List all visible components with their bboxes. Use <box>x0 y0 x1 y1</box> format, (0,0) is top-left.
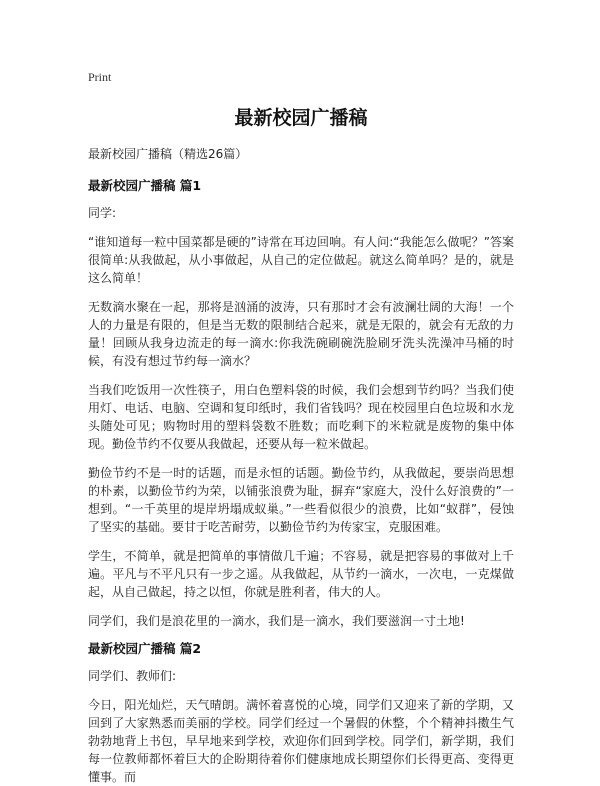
document-subtitle: 最新校园广播稿（精选26篇） <box>88 147 248 161</box>
paragraph: “谁知道每一粒中国菜都是硬的”诗常在耳边回响。有人问:“我能怎么做呢？”答案很简单:从我做起，从小事做起，从自己的定位做起。就这么简单吗？是的，就是这么简单！ <box>88 235 514 285</box>
paragraph: 今日，阳光灿烂，天气晴朗。满怀着喜悦的心境，同学们又迎来了新的学期，又回到了大家熟悉而美丽的学校。同学们经过一个暑假的休整，个个精神抖擞生气勃勃地背上书包，早早地来到学校，欢迎你们回到学校。同学们，新学期，我们每一位教师都怀着巨大的企盼期待着你们健康地成长期望你们长得更高、变得更懂事。而 <box>88 698 514 784</box>
paragraph: 同学们、教师们: <box>88 669 177 683</box>
print-link[interactable]: Print <box>88 70 112 84</box>
paragraph: 同学们，我们是浪花里的一滴水，我们是一滴水，我们要滋润一寸土地! <box>88 614 465 628</box>
paragraph: 同学: <box>88 206 117 220</box>
paragraph: 学生，不简单，就是把简单的事情做几千遍；不容易，就是把容易的事做对上千遍。平凡与不平凡只有一步之遥。从我做起，从节约一滴水，一次电，一克煤做起，从自己做起，持之以恒，你就是胜利者，伟大的人。 <box>88 549 514 599</box>
document-title: 最新校园广播稿 <box>234 107 368 129</box>
section-2 <box>88 641 514 786</box>
paragraph: 无数滴水聚在一起，那将是汹涌的波涛，只有那时才会有波澜壮阔的大海！一个人的力量是有限的，但是当无数的限制结合起来，就是无限的，就会有无敌的力量！回顾从我身边流走的每一滴水:你我洗碗刷碗洗脸刷牙洗头洗澡冲马桶的时候，有没有想过节约每一滴水？ <box>88 300 514 368</box>
section-heading: 最新校园广播稿 篇2 <box>88 641 202 656</box>
paragraph: 勤俭节约不是一时的话题，而是永恒的话题。勤俭节约，从我做起，要崇尚思想的朴素，以勤俭节约为荣，以铺张浪费为耻，摒弃“家庭大，没什么好浪费的”一想到。“一千英里的堤岸坍塌成蚁巢。”一些看似很少的浪费，比如“蚁群”，侵蚀了坚实的基础。要甘于吃苦耐劳，以勤俭节约为传家宝，克服困难。 <box>88 466 514 534</box>
section-1 <box>88 178 514 630</box>
section-heading: 最新校园广播稿 篇1 <box>88 178 202 193</box>
paragraph: 当我们吃饭用一次性筷子，用白色塑料袋的时候，我们会想到节约吗？当我们使用灯、电话、电脑、空调和复印纸时，我们省钱吗？现在校园里白色垃圾和水龙头随处可见；购物时用的塑料袋数不胜数；而吃剩下的米粒就是废物的集中体现。勤俭节约不仅要从我做起，还要从每一粒米做起。 <box>88 383 514 451</box>
